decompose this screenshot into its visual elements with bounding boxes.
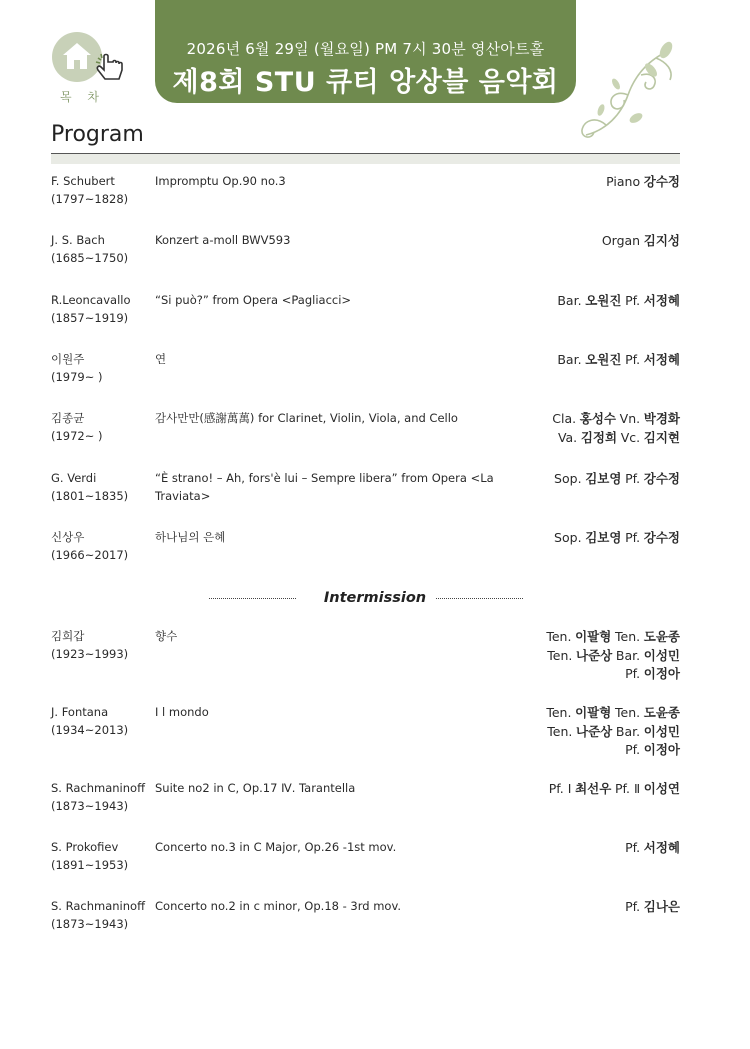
program-heading: Program bbox=[51, 122, 144, 147]
work-title: Concerto no.3 in C Major, Op.26 -1st mov. bbox=[155, 840, 397, 854]
performer-role: Ten. bbox=[546, 705, 572, 720]
composer bbox=[51, 232, 151, 267]
floral-ornament-icon bbox=[566, 40, 686, 150]
performer-line bbox=[625, 898, 680, 917]
home-icon bbox=[60, 40, 94, 72]
composer bbox=[51, 173, 151, 208]
work-title: Concerto no.2 in c minor, Op.18 - 3rd mov. bbox=[155, 899, 402, 913]
work-title: 감사만만(感謝萬萬) for Clarinet, Violin, Viola, and Cello bbox=[155, 411, 458, 425]
performer-name: 김정희 bbox=[580, 429, 618, 445]
performer-role: Bar. bbox=[557, 293, 582, 308]
composer bbox=[51, 839, 151, 874]
pointer-hand-icon bbox=[92, 52, 128, 84]
intermission-label: Intermission bbox=[323, 590, 427, 606]
performers bbox=[557, 351, 680, 370]
composer-years: (1873~1943) bbox=[51, 916, 129, 931]
performer-line bbox=[557, 351, 680, 370]
performer-role: Pf. bbox=[625, 530, 641, 545]
performer-line bbox=[546, 723, 680, 742]
performer-role: Cla. bbox=[552, 411, 577, 426]
performer-role: Pf. Ⅱ bbox=[614, 781, 641, 796]
composer-years: (1685~1750) bbox=[51, 250, 129, 265]
performer-name: 강수정 bbox=[643, 530, 680, 545]
composer-name: 김희갑 bbox=[51, 629, 85, 643]
performer-role: Sop. bbox=[554, 471, 582, 486]
performers bbox=[549, 780, 680, 799]
performer-role: Pf. bbox=[625, 666, 641, 681]
composer-years: (1979~ ) bbox=[51, 369, 103, 384]
composer-name: G. Verdi bbox=[51, 471, 97, 485]
performers bbox=[625, 898, 680, 917]
performer-line bbox=[554, 470, 680, 489]
performer-role: Ten. bbox=[615, 705, 641, 720]
composer bbox=[51, 529, 151, 564]
performer-name: 강수정 bbox=[643, 174, 680, 189]
performer-line bbox=[546, 741, 680, 760]
composer-name: F. Schubert bbox=[51, 174, 115, 188]
performers bbox=[554, 470, 680, 489]
work-title: Suite no2 in C, Op.17 Ⅳ. Tarantella bbox=[155, 781, 356, 795]
performer-role: Piano bbox=[606, 174, 641, 189]
performer-role: Vn. bbox=[619, 411, 641, 426]
performer-line bbox=[606, 173, 680, 192]
performer-role: Pf. bbox=[625, 471, 641, 486]
composer bbox=[51, 704, 151, 739]
composer-name: S. Rachmaninoff bbox=[51, 781, 145, 795]
concert-title: 제8회 STU 큐티 앙상블 음악회 bbox=[172, 67, 559, 98]
work-title: I l mondo bbox=[155, 705, 209, 719]
composer-years: (1934~2013) bbox=[51, 722, 129, 737]
composer-name: S. Rachmaninoff bbox=[51, 899, 145, 913]
performers bbox=[554, 529, 680, 548]
composer bbox=[51, 780, 151, 815]
performer-name: 김보영 bbox=[585, 530, 622, 545]
composer-years: (1972~ ) bbox=[51, 428, 103, 443]
performer-role: Pf. Ⅰ bbox=[548, 781, 572, 796]
composer bbox=[51, 410, 151, 445]
composer bbox=[51, 628, 151, 663]
performers bbox=[557, 292, 680, 311]
performer-role: Va. bbox=[557, 429, 578, 445]
performer-line bbox=[546, 628, 680, 647]
performer-role: Bar. bbox=[615, 723, 641, 739]
work-title: 향수 bbox=[155, 629, 178, 643]
composer-name: R.Leoncavallo bbox=[51, 293, 131, 307]
performer-name: 홍성수 bbox=[579, 411, 616, 426]
performer-name: 서정혜 bbox=[643, 293, 680, 308]
performer-line bbox=[557, 292, 680, 311]
composer-years: (1873~1943) bbox=[51, 798, 129, 813]
performer-line bbox=[549, 780, 680, 799]
performer-name: 나준상 bbox=[576, 723, 613, 739]
performer-role: Pf. bbox=[625, 742, 641, 757]
performer-line bbox=[554, 529, 680, 548]
composer-years: (1923~1993) bbox=[51, 646, 129, 661]
dotted-leader-right bbox=[436, 598, 523, 599]
performer-line bbox=[552, 429, 680, 448]
performers bbox=[602, 232, 680, 251]
performer-name: 강수정 bbox=[643, 471, 680, 486]
performer-name: 김지성 bbox=[643, 233, 680, 248]
composer bbox=[51, 351, 151, 386]
performer-name: 최선우 bbox=[575, 781, 612, 796]
work-title: “È strano! – Ah, fors'è lui – Sempre libera” from Opera <La Traviata> bbox=[155, 471, 494, 503]
performer-name: 김지현 bbox=[643, 429, 680, 445]
performer-name: 나준상 bbox=[576, 647, 613, 663]
performer-name: 오원진 bbox=[585, 293, 622, 308]
composer-years: (1797~1828) bbox=[51, 191, 129, 206]
composer-name: 신상우 bbox=[51, 530, 85, 544]
performers bbox=[546, 628, 680, 684]
performer-name: 이성민 bbox=[643, 647, 680, 663]
work-title: Konzert a-moll BWV593 bbox=[155, 233, 291, 247]
performer-line bbox=[546, 665, 680, 684]
performer-role: Pf. bbox=[625, 840, 641, 855]
performer-name: 이정아 bbox=[643, 666, 680, 681]
performer-name: 김나은 bbox=[643, 899, 680, 914]
composer-years: (1966~2017) bbox=[51, 547, 129, 562]
performer-role: Pf. bbox=[625, 899, 641, 914]
performer-name: 김보영 bbox=[585, 471, 622, 486]
performer-role: Ten. bbox=[547, 723, 573, 739]
composer bbox=[51, 898, 151, 933]
performer-line bbox=[625, 839, 680, 858]
performer-line bbox=[546, 647, 680, 666]
performer-role: Pf. bbox=[625, 352, 641, 367]
performer-role: Pf. bbox=[625, 293, 641, 308]
performer-name: 오원진 bbox=[585, 352, 622, 367]
composer-name: S. Prokofiev bbox=[51, 840, 119, 854]
composer-name: 이원주 bbox=[51, 352, 85, 366]
toc-label[interactable]: 목 차 bbox=[60, 90, 105, 104]
performer-role: Ten. bbox=[547, 647, 573, 663]
work-title: 연 bbox=[155, 352, 167, 366]
performer-name: 서정혜 bbox=[643, 352, 680, 367]
performer-name: 이정아 bbox=[643, 742, 680, 757]
composer-years: (1891~1953) bbox=[51, 857, 129, 872]
performer-role: Vc. bbox=[620, 429, 641, 445]
performer-role: Bar. bbox=[615, 647, 641, 663]
composer bbox=[51, 292, 151, 327]
performer-name: 서정혜 bbox=[643, 840, 680, 855]
event-info: 2026년 6월 29일 (월요일) PM 7시 30분 영산아트홀 bbox=[186, 40, 545, 58]
work-title: “Si può?” from Opera <Pagliacci> bbox=[155, 293, 352, 307]
work-title: Impromptu Op.90 no.3 bbox=[155, 174, 286, 188]
performer-role: Ten. bbox=[615, 629, 641, 644]
performer-line bbox=[602, 232, 680, 251]
performer-role: Ten. bbox=[546, 629, 572, 644]
performer-name: 박경화 bbox=[643, 411, 680, 426]
composer-name: J. S. Bach bbox=[51, 233, 105, 247]
performer-role: Sop. bbox=[554, 530, 582, 545]
performer-name: 이팔형 bbox=[575, 705, 612, 720]
header-banner bbox=[155, 0, 576, 103]
performer-role: Bar. bbox=[557, 352, 582, 367]
performer-name: 도윤종 bbox=[643, 705, 680, 720]
performers bbox=[606, 173, 680, 192]
performers bbox=[546, 704, 680, 760]
performer-line bbox=[552, 410, 680, 429]
performer-role: Organ bbox=[601, 233, 641, 248]
performers bbox=[552, 410, 680, 447]
composer-name: 김종균 bbox=[51, 411, 85, 425]
composer-name: J. Fontana bbox=[51, 705, 109, 719]
divider-band bbox=[51, 154, 680, 164]
work-title: 하나님의 은혜 bbox=[155, 530, 226, 544]
performer-name: 이성연 bbox=[643, 781, 680, 796]
composer-years: (1801~1835) bbox=[51, 488, 129, 503]
composer-years: (1857~1919) bbox=[51, 310, 129, 325]
performers bbox=[625, 839, 680, 858]
performer-name: 이팔형 bbox=[575, 629, 612, 644]
composer bbox=[51, 470, 151, 505]
performer-line bbox=[546, 704, 680, 723]
performer-name: 이성민 bbox=[643, 723, 680, 739]
performer-name: 도윤종 bbox=[643, 629, 680, 644]
